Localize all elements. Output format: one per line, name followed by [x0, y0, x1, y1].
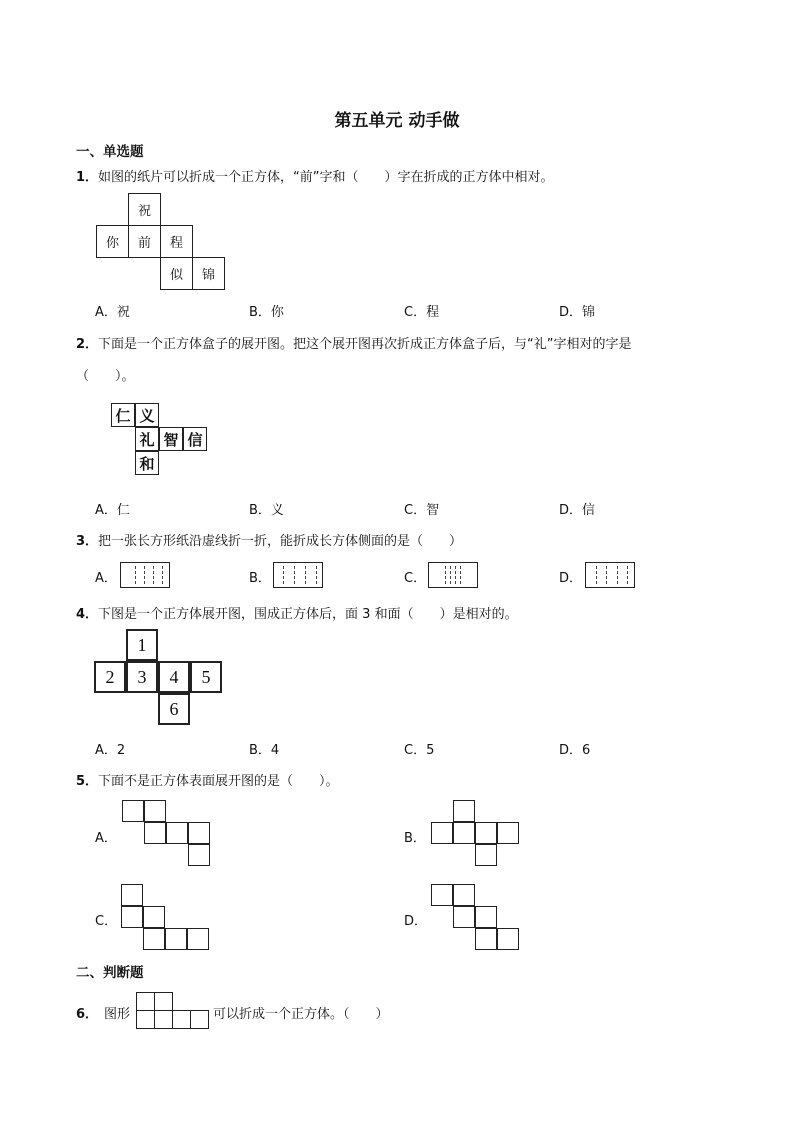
net-cell: 锦	[192, 257, 225, 290]
section-heading-single-choice: 一、单选题	[76, 144, 144, 160]
net-cell: 义	[135, 403, 159, 427]
question-number: 3．	[76, 534, 99, 549]
question-text: 把一张长方形纸沿虚线折一折，能折成长方体侧面的是（ ）	[98, 534, 463, 549]
q4-option-d[interactable]: D．6	[559, 743, 591, 758]
q1-option-d[interactable]: D．锦	[559, 305, 596, 320]
net-cell: 似	[160, 257, 193, 290]
q3-option-c[interactable]: C．	[404, 571, 427, 586]
net-cell: 3	[126, 661, 158, 693]
q5-option-a[interactable]: A．	[95, 831, 117, 846]
question-3	[76, 530, 462, 549]
section-heading-judgement: 二、判断题	[76, 965, 144, 981]
question-number: 5．	[76, 774, 99, 789]
question-number: 4．	[76, 607, 99, 622]
q3-option-a[interactable]: A．	[95, 571, 117, 586]
question-4	[76, 603, 518, 622]
q3-rect-b[interactable]	[273, 562, 323, 588]
q4-option-b[interactable]: B．4	[249, 743, 280, 758]
q2-option-d[interactable]: D．信	[559, 503, 596, 518]
question-number: 6．	[76, 1007, 99, 1022]
net-cell: 2	[94, 661, 126, 693]
q3-rect-a[interactable]	[120, 562, 170, 588]
net-cell: 礼	[135, 427, 159, 451]
q4-option-c[interactable]: C．5	[404, 743, 435, 758]
question-text: 如图的纸片可以折成一个正方体，“前”字和（ ）字在折成的正方体中相对。	[98, 170, 554, 185]
question-text: 下图是一个正方体展开图，围成正方体后，面 3 和面（ ）是相对的。	[98, 607, 518, 622]
question-number: 1．	[76, 170, 99, 185]
question-text-before: 图形	[104, 1007, 131, 1022]
question-text-after: 可以折成一个正方体。（ ）	[213, 1007, 389, 1022]
q3-option-d[interactable]: D．	[559, 571, 583, 586]
q1-option-b[interactable]: B．你	[249, 305, 284, 320]
net-cell: 智	[159, 427, 183, 451]
q5-option-b[interactable]: B．	[404, 831, 426, 846]
q5-option-c[interactable]: C．	[95, 914, 118, 929]
question-6	[76, 1003, 98, 1022]
question-text: 下面是一个正方体盒子的展开图。把这个展开图再次折成正方体盒子后，与“礼”字相对的字是	[98, 337, 632, 352]
net-cell: 程	[160, 225, 193, 258]
page-title: 第五单元 动手做	[334, 111, 460, 131]
question-text: 下面不是正方体表面展开图的是（ ）。	[98, 774, 339, 789]
net-cell: 仁	[111, 403, 135, 427]
net-cell: 和	[135, 451, 159, 475]
net-cell: 4	[158, 661, 190, 693]
q3-rect-d[interactable]	[585, 562, 635, 588]
q2-option-b[interactable]: B．义	[249, 503, 284, 518]
net-cell: 前	[128, 225, 161, 258]
q3-option-b[interactable]: B．	[249, 571, 271, 586]
net-cell: 6	[158, 693, 190, 725]
q4-option-a[interactable]: A．2	[95, 743, 126, 758]
question-2-line2: （ ）。	[76, 369, 135, 384]
q1-option-c[interactable]: C．程	[404, 305, 440, 320]
q2-option-c[interactable]: C．智	[404, 503, 440, 518]
q1-option-a[interactable]: A．祝	[95, 305, 130, 320]
q5-option-d[interactable]: D．	[404, 914, 428, 929]
net-cell: 你	[96, 225, 129, 258]
q3-rect-c[interactable]	[428, 562, 478, 588]
net-cell: 信	[183, 427, 207, 451]
question-number: 2．	[76, 337, 99, 352]
question-1	[76, 166, 554, 185]
question-5	[76, 770, 339, 789]
question-2	[76, 333, 632, 352]
net-cell: 5	[190, 661, 222, 693]
q2-option-a[interactable]: A．仁	[95, 503, 130, 518]
net-cell: 1	[126, 629, 158, 661]
net-cell: 祝	[128, 193, 161, 226]
